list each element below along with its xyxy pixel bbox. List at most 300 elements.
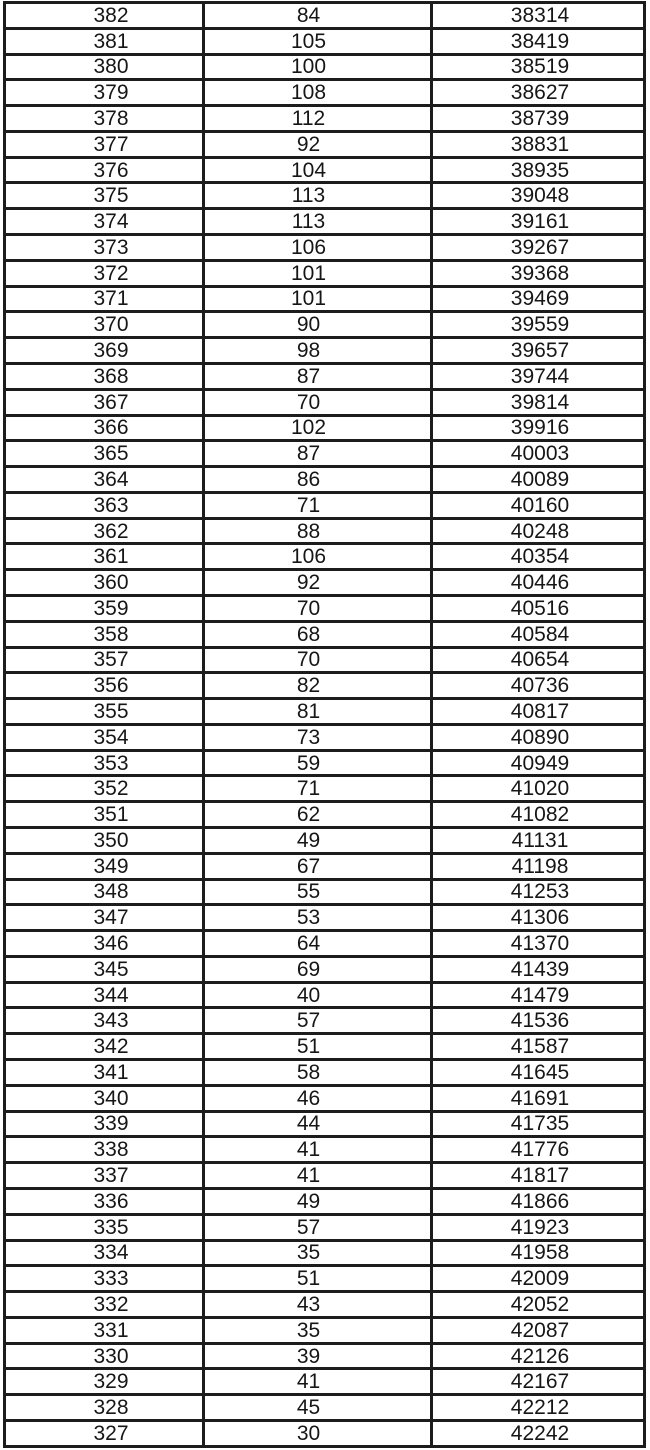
cell-count-value: 57 — [296, 1215, 321, 1239]
cell-cumulative-value: 39048 — [510, 184, 570, 208]
cell-count — [204, 131, 432, 157]
cell-cumulative — [432, 776, 645, 802]
cell-score — [5, 1369, 204, 1395]
cell-score-value: 373 — [93, 235, 129, 259]
cell-count-value: 69 — [296, 957, 321, 981]
cell-count-value: 43 — [296, 1292, 321, 1316]
cell-count — [204, 1369, 432, 1395]
cell-count-value: 51 — [296, 1035, 321, 1059]
cell-score — [5, 1163, 204, 1189]
cell-cumulative — [432, 286, 645, 312]
cell-score — [5, 724, 204, 750]
cell-cumulative — [432, 441, 645, 467]
cell-cumulative-value: 40160 — [510, 493, 570, 517]
cell-count — [204, 28, 432, 54]
cell-score-value: 382 — [93, 3, 129, 27]
cell-cumulative — [432, 828, 645, 854]
cell-cumulative — [432, 415, 645, 441]
table-row — [5, 905, 645, 931]
cell-count — [204, 673, 432, 699]
table-row — [5, 157, 645, 183]
cell-cumulative-value: 40736 — [510, 674, 570, 698]
cell-cumulative-value: 39161 — [510, 210, 570, 234]
cell-cumulative — [432, 1420, 645, 1446]
cell-cumulative-value: 41923 — [510, 1215, 570, 1239]
cell-count-value: 106 — [290, 235, 327, 259]
cell-count-value: 35 — [296, 1318, 321, 1342]
cell-cumulative-value: 41020 — [510, 777, 570, 801]
table-row — [5, 1060, 645, 1086]
cell-cumulative — [432, 699, 645, 725]
table-row — [5, 1163, 645, 1189]
cell-cumulative — [432, 570, 645, 596]
cell-cumulative — [432, 595, 645, 621]
cell-score — [5, 3, 204, 29]
table-row — [5, 106, 645, 132]
cell-count-value: 70 — [296, 648, 321, 672]
table-row — [5, 492, 645, 518]
cell-count — [204, 157, 432, 183]
cell-cumulative-value: 41131 — [511, 828, 569, 852]
cell-score-value: 353 — [93, 751, 129, 775]
cell-score — [5, 802, 204, 828]
cell-cumulative-value: 38831 — [510, 132, 570, 156]
table-row — [5, 1085, 645, 1111]
table-row — [5, 828, 645, 854]
cell-score-value: 370 — [93, 313, 129, 337]
cell-count-value: 68 — [296, 622, 321, 646]
cell-count-value: 98 — [296, 339, 321, 363]
cell-score-value: 349 — [93, 854, 129, 878]
cell-count-value: 46 — [296, 1086, 321, 1110]
table-row — [5, 518, 645, 544]
cell-count-value: 105 — [290, 29, 327, 53]
cell-cumulative — [432, 131, 645, 157]
cell-cumulative-value: 40446 — [510, 571, 570, 595]
cell-score-value: 335 — [93, 1215, 129, 1239]
cell-cumulative-value: 41817 — [510, 1164, 570, 1188]
cell-cumulative-value: 42052 — [510, 1292, 570, 1316]
cell-count-value: 92 — [296, 571, 321, 595]
cell-score-value: 352 — [93, 777, 129, 801]
cell-score-value: 374 — [93, 210, 129, 234]
cell-cumulative — [432, 1369, 645, 1395]
cell-score — [5, 982, 204, 1008]
cell-count — [204, 879, 432, 905]
cell-cumulative — [432, 724, 645, 750]
cell-score — [5, 363, 204, 389]
cell-count — [204, 467, 432, 493]
cell-score — [5, 570, 204, 596]
cell-score-value: 338 — [93, 1138, 129, 1162]
cell-score — [5, 931, 204, 957]
cell-score-value: 367 — [93, 390, 129, 414]
cell-cumulative — [432, 389, 645, 415]
table-row — [5, 441, 645, 467]
cell-cumulative-value: 41587 — [510, 1035, 570, 1059]
table-row — [5, 1343, 645, 1369]
cell-score — [5, 1395, 204, 1421]
cell-score — [5, 260, 204, 286]
cell-count-value: 59 — [296, 751, 321, 775]
cell-cumulative-value: 40817 — [510, 699, 570, 723]
cell-score — [5, 235, 204, 261]
cell-cumulative — [432, 1188, 645, 1214]
cell-score-value: 379 — [93, 81, 129, 105]
cell-cumulative — [432, 54, 645, 80]
cell-count — [204, 1137, 432, 1163]
cell-cumulative — [432, 1085, 645, 1111]
cell-score-value: 341 — [93, 1060, 129, 1084]
table-row — [5, 235, 645, 261]
cell-cumulative — [432, 1034, 645, 1060]
cell-cumulative — [432, 982, 645, 1008]
cell-count-value: 90 — [296, 313, 321, 337]
cell-count-value: 88 — [296, 519, 321, 543]
cell-count-value: 70 — [296, 596, 321, 620]
cell-score — [5, 518, 204, 544]
table-row — [5, 1111, 645, 1137]
cell-cumulative-value: 41198 — [511, 854, 569, 878]
cell-count-value: 81 — [296, 699, 321, 723]
cell-score — [5, 441, 204, 467]
cell-cumulative-value: 41645 — [510, 1060, 570, 1084]
cell-count — [204, 415, 432, 441]
cell-cumulative-value: 39469 — [510, 287, 570, 311]
table-row — [5, 570, 645, 596]
cell-score — [5, 905, 204, 931]
cell-score — [5, 1188, 204, 1214]
cell-cumulative-value: 42126 — [510, 1344, 570, 1368]
cell-score — [5, 595, 204, 621]
cell-cumulative — [432, 518, 645, 544]
cell-count — [204, 235, 432, 261]
cell-count — [204, 286, 432, 312]
table-row — [5, 286, 645, 312]
cell-cumulative-value: 42087 — [510, 1318, 570, 1342]
cell-cumulative-value: 41691 — [510, 1086, 570, 1110]
cell-count-value: 87 — [296, 442, 321, 466]
cell-count — [204, 956, 432, 982]
cell-count — [204, 1163, 432, 1189]
cell-score-value: 340 — [93, 1086, 129, 1110]
cell-score-value: 342 — [93, 1035, 129, 1059]
cell-count — [204, 724, 432, 750]
cell-score-value: 330 — [93, 1344, 129, 1368]
cell-cumulative-value: 42167 — [510, 1370, 570, 1394]
cell-cumulative — [432, 956, 645, 982]
cell-score-value: 347 — [93, 906, 129, 930]
cell-count-value: 44 — [296, 1112, 321, 1136]
cell-score-value: 351 — [93, 803, 129, 827]
cell-score — [5, 389, 204, 415]
cell-count — [204, 1188, 432, 1214]
cell-cumulative — [432, 1008, 645, 1034]
table-row — [5, 647, 645, 673]
cell-count-value: 51 — [296, 1267, 321, 1291]
cell-cumulative — [432, 1266, 645, 1292]
cell-score — [5, 647, 204, 673]
cell-score — [5, 131, 204, 157]
cell-count-value: 102 — [290, 416, 327, 440]
cell-cumulative-value: 41253 — [510, 880, 570, 904]
cell-score — [5, 1111, 204, 1137]
cell-cumulative — [432, 467, 645, 493]
cell-cumulative — [432, 338, 645, 364]
table-row — [5, 3, 645, 29]
cell-cumulative-value: 42212 — [510, 1396, 570, 1420]
cell-score-value: 375 — [93, 184, 129, 208]
cell-cumulative-value: 41866 — [510, 1189, 570, 1213]
table-row — [5, 931, 645, 957]
cell-score — [5, 338, 204, 364]
cell-count — [204, 647, 432, 673]
cell-cumulative — [432, 106, 645, 132]
cell-score — [5, 467, 204, 493]
cell-score — [5, 209, 204, 235]
cell-score-value: 371 — [93, 287, 129, 311]
cell-cumulative-value: 41536 — [510, 1009, 570, 1033]
cell-count-value: 41 — [296, 1138, 321, 1162]
cell-score-value: 327 — [93, 1421, 129, 1445]
cell-count-value: 64 — [296, 932, 321, 956]
cell-count — [204, 905, 432, 931]
cell-count-value: 58 — [296, 1060, 321, 1084]
cell-score — [5, 853, 204, 879]
cell-score — [5, 699, 204, 725]
cell-score — [5, 286, 204, 312]
cell-count — [204, 853, 432, 879]
table-row — [5, 724, 645, 750]
table-row — [5, 54, 645, 80]
cell-score-value: 369 — [93, 339, 129, 363]
cell-score — [5, 1240, 204, 1266]
cell-score-value: 354 — [93, 725, 129, 749]
cell-count — [204, 260, 432, 286]
cell-score-value: 346 — [93, 932, 129, 956]
cell-count-value: 40 — [296, 983, 321, 1007]
cell-count — [204, 1085, 432, 1111]
cell-count — [204, 1008, 432, 1034]
cell-count — [204, 1395, 432, 1421]
table-row — [5, 1420, 645, 1446]
table-row — [5, 28, 645, 54]
cell-cumulative-value: 40890 — [510, 725, 570, 749]
cell-cumulative-value: 41370 — [510, 932, 570, 956]
table-row — [5, 415, 645, 441]
cell-score — [5, 54, 204, 80]
table-row — [5, 776, 645, 802]
cell-cumulative — [432, 802, 645, 828]
cell-cumulative-value: 39559 — [510, 313, 570, 337]
cell-score — [5, 1343, 204, 1369]
score-distribution-table — [3, 1, 646, 1448]
table-row — [5, 1188, 645, 1214]
cell-score-value: 360 — [93, 571, 129, 595]
cell-cumulative-value: 39744 — [510, 364, 570, 388]
table-row — [5, 1034, 645, 1060]
cell-cumulative-value: 41479 — [510, 983, 570, 1007]
cell-cumulative-value: 41306 — [510, 906, 570, 930]
cell-count-value: 73 — [296, 725, 321, 749]
cell-score-value: 359 — [93, 596, 129, 620]
cell-cumulative-value: 38739 — [510, 107, 570, 131]
cell-cumulative-value: 42242 — [510, 1421, 570, 1445]
table-row — [5, 1214, 645, 1240]
cell-score — [5, 157, 204, 183]
cell-cumulative — [432, 1111, 645, 1137]
cell-cumulative-value: 41735 — [510, 1112, 570, 1136]
table-row — [5, 1317, 645, 1343]
cell-count — [204, 621, 432, 647]
cell-score — [5, 312, 204, 338]
cell-count — [204, 1317, 432, 1343]
cell-cumulative-value: 40584 — [510, 622, 570, 646]
cell-count-value: 86 — [296, 467, 321, 491]
cell-count — [204, 54, 432, 80]
cell-count-value: 112 — [291, 107, 326, 131]
cell-count-value: 45 — [296, 1396, 321, 1420]
cell-score-value: 336 — [93, 1189, 129, 1213]
cell-count-value: 71 — [296, 777, 321, 801]
table-row — [5, 467, 645, 493]
cell-count — [204, 1111, 432, 1137]
cell-score — [5, 106, 204, 132]
cell-count-value: 92 — [296, 132, 321, 156]
cell-count — [204, 1214, 432, 1240]
cell-score-value: 368 — [93, 364, 129, 388]
cell-count-value: 100 — [290, 55, 327, 79]
cell-score — [5, 1060, 204, 1086]
cell-cumulative — [432, 544, 645, 570]
table-row — [5, 699, 645, 725]
cell-cumulative — [432, 312, 645, 338]
cell-cumulative — [432, 750, 645, 776]
cell-cumulative — [432, 1317, 645, 1343]
cell-score — [5, 80, 204, 106]
table-row — [5, 312, 645, 338]
cell-cumulative-value: 41082 — [510, 803, 570, 827]
cell-count — [204, 595, 432, 621]
cell-cumulative — [432, 879, 645, 905]
cell-cumulative-value: 39267 — [510, 235, 570, 259]
cell-score-value: 348 — [93, 880, 129, 904]
cell-score-value: 378 — [93, 107, 129, 131]
cell-count — [204, 1240, 432, 1266]
cell-count — [204, 776, 432, 802]
cell-score-value: 358 — [93, 622, 129, 646]
cell-count — [204, 1343, 432, 1369]
cell-score — [5, 183, 204, 209]
cell-count — [204, 363, 432, 389]
cell-cumulative — [432, 1395, 645, 1421]
cell-score — [5, 492, 204, 518]
cell-score-value: 365 — [93, 442, 129, 466]
cell-cumulative-value: 40516 — [510, 596, 570, 620]
cell-count — [204, 1420, 432, 1446]
cell-score — [5, 415, 204, 441]
cell-cumulative-value: 39916 — [510, 416, 570, 440]
cell-cumulative — [432, 673, 645, 699]
cell-count-value: 84 — [296, 3, 321, 27]
cell-score-value: 343 — [93, 1009, 129, 1033]
cell-cumulative-value: 40248 — [510, 519, 570, 543]
cell-score — [5, 1137, 204, 1163]
cell-score — [5, 1317, 204, 1343]
cell-score-value: 366 — [93, 416, 129, 440]
cell-count — [204, 1292, 432, 1318]
cell-count — [204, 1060, 432, 1086]
cell-count — [204, 312, 432, 338]
cell-count-value: 57 — [296, 1009, 321, 1033]
cell-cumulative-value: 38314 — [510, 3, 570, 27]
cell-cumulative — [432, 157, 645, 183]
table-row — [5, 389, 645, 415]
cell-cumulative — [432, 3, 645, 29]
cell-score-value: 372 — [93, 261, 129, 285]
cell-score-value: 333 — [93, 1267, 129, 1291]
cell-count — [204, 931, 432, 957]
table-row — [5, 544, 645, 570]
cell-count-value: 87 — [296, 364, 321, 388]
cell-count-value: 106 — [290, 545, 327, 569]
cell-score-value: 364 — [93, 467, 129, 491]
cell-score — [5, 1214, 204, 1240]
cell-score-value: 334 — [93, 1241, 129, 1265]
cell-cumulative-value: 42009 — [510, 1267, 570, 1291]
cell-count-value: 71 — [296, 493, 321, 517]
cell-score — [5, 1085, 204, 1111]
cell-count — [204, 699, 432, 725]
table-row — [5, 1008, 645, 1034]
cell-score-value: 356 — [93, 674, 129, 698]
cell-score-value: 332 — [93, 1292, 129, 1316]
cell-score-value: 337 — [93, 1164, 129, 1188]
cell-count — [204, 750, 432, 776]
cell-score-value: 361 — [93, 545, 129, 569]
cell-cumulative — [432, 260, 645, 286]
table-row — [5, 80, 645, 106]
cell-cumulative-value: 41776 — [510, 1138, 570, 1162]
cell-cumulative — [432, 1060, 645, 1086]
cell-score — [5, 1034, 204, 1060]
cell-count-value: 55 — [296, 880, 321, 904]
cell-cumulative-value: 41958 — [510, 1241, 570, 1265]
table-row — [5, 338, 645, 364]
cell-score — [5, 1420, 204, 1446]
cell-score-value: 362 — [93, 519, 129, 543]
cell-count — [204, 982, 432, 1008]
cell-cumulative — [432, 1163, 645, 1189]
cell-count-value: 101 — [290, 287, 327, 311]
cell-score-value: 381 — [93, 29, 129, 53]
table-row — [5, 879, 645, 905]
table-row — [5, 621, 645, 647]
cell-cumulative-value: 39368 — [510, 261, 570, 285]
cell-count — [204, 544, 432, 570]
table-row — [5, 1240, 645, 1266]
cell-score-value: 380 — [93, 55, 129, 79]
cell-count — [204, 3, 432, 29]
table-row — [5, 595, 645, 621]
cell-cumulative — [432, 931, 645, 957]
cell-cumulative — [432, 1292, 645, 1318]
cell-cumulative-value: 38935 — [510, 158, 570, 182]
cell-score — [5, 1292, 204, 1318]
cell-score-value: 357 — [93, 648, 129, 672]
cell-cumulative-value: 40354 — [510, 545, 570, 569]
cell-score — [5, 1266, 204, 1292]
